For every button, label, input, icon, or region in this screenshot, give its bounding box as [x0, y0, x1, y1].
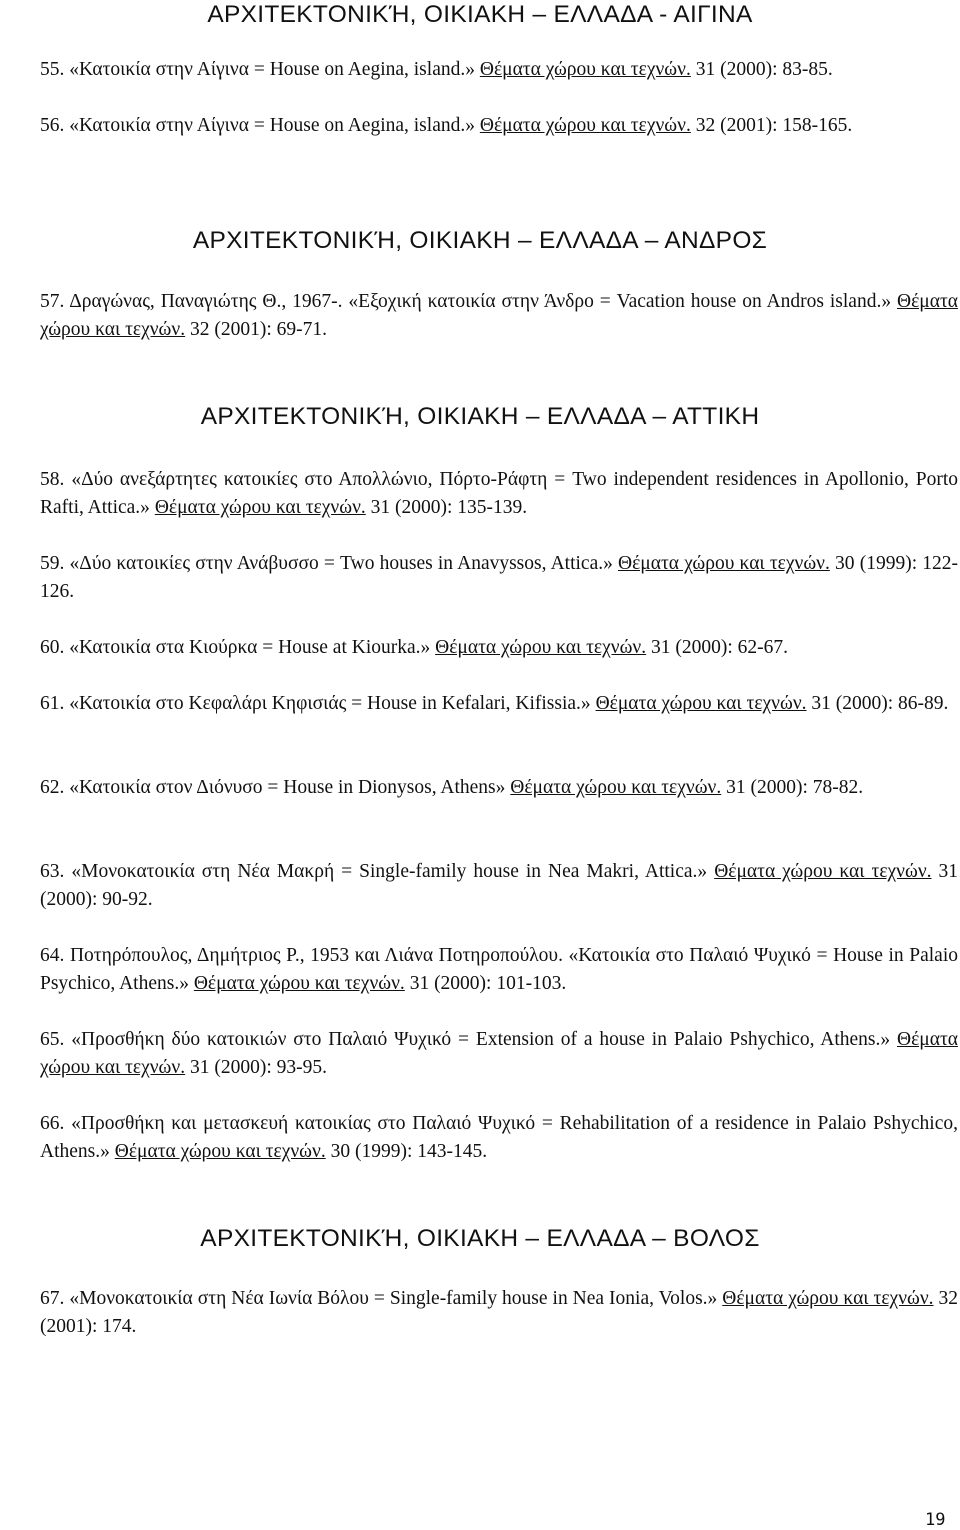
- bibliography-entry-67: [40, 1285, 958, 1341]
- journal-title: Θέματα χώρου και τεχνών.: [114, 1141, 326, 1162]
- entry-citation: 32 (2001): 158-165.: [695, 115, 853, 136]
- entry-number: 56.: [40, 115, 65, 136]
- entry-number: 58.: [40, 469, 65, 490]
- entry-citation: 31 (2000): 62-67.: [651, 637, 789, 658]
- entry-text: «Προσθήκη και μετασκευή κατοικίας στο Παλαιό Ψυχικό = Rehabilitation of a residence in Palaio Pshychico, Athens.»: [40, 1113, 958, 1162]
- bibliography-entry-60: [40, 634, 958, 662]
- entry-citation: 30 (1999): 143-145.: [330, 1141, 488, 1162]
- journal-title: Θέματα χώρου και τεχνών.: [193, 973, 405, 994]
- journal-title: Θέματα χώρου και τεχνών.: [479, 115, 691, 136]
- bibliography-entry-64: [40, 942, 958, 998]
- bibliography-entry-65: [40, 1026, 958, 1082]
- journal-title: Θέματα χώρου και τεχνών.: [595, 693, 807, 714]
- entry-citation: 32 (2001): 69-71.: [189, 319, 327, 340]
- bibliography-entry-61: [40, 690, 958, 718]
- journal-title: Θέματα χώρου και τεχνών.: [479, 59, 691, 80]
- entry-number: 64.: [40, 945, 65, 966]
- entry-number: 57.: [40, 291, 65, 312]
- bibliography-entry-55: [40, 56, 958, 84]
- bibliography-entry-57: [40, 288, 958, 344]
- entry-number: 63.: [40, 861, 65, 882]
- journal-title: Θέματα χώρου και τεχνών.: [722, 1288, 934, 1309]
- entry-number: 55.: [40, 59, 65, 80]
- journal-title: Θέματα χώρου και τεχνών.: [618, 553, 830, 574]
- section-heading-attiki: ΑΡΧΙΤΕΚΤΟΝΙΚΉ, ΟΙΚΙΑΚΗ – ΕΛΛΑΔΑ – ΑΤΤΙΚΗ: [200, 403, 760, 430]
- entry-text: «Κατοικία στην Αίγινα = House on Aegina, island.»: [69, 59, 475, 80]
- section-heading-andros: ΑΡΧΙΤΕΚΤΟΝΙΚΉ, ΟΙΚΙΑΚΗ – ΕΛΛΑΔΑ – ΑΝΔΡΟΣ: [192, 227, 768, 254]
- entry-citation: 31 (2000): 101-103.: [409, 973, 567, 994]
- section-heading-aegina: ΑΡΧΙΤΕΚΤΟΝΙΚΉ, ΟΙΚΙΑΚΗ – ΕΛΛΑΔΑ - ΑΙΓΙΝΑ: [207, 1, 753, 28]
- journal-title: Θέματα χώρου και τεχνών.: [510, 777, 722, 798]
- entry-text: «Δύο κατοικίες στην Ανάβυσσο = Two houses in Anavyssos, Attica.»: [69, 553, 613, 574]
- entry-citation: 30 (1999): 122-126.: [40, 553, 959, 602]
- section-heading-volos: ΑΡΧΙΤΕΚΤΟΝΙΚΉ, ΟΙΚΙΑΚΗ – ΕΛΛΑΔΑ – ΒΟΛΟΣ: [200, 1225, 760, 1252]
- entry-text: «Κατοικία στα Κιούρκα = House at Kiourka.»: [69, 637, 431, 658]
- entry-citation: 32 (2001): 174.: [40, 1288, 959, 1337]
- entry-text: «Κατοικία στην Αίγινα = House on Aegina, island.»: [69, 115, 475, 136]
- entry-text: «Δύο ανεξάρτητες κατοικίες στο Απολλώνιο, Πόρτο-Ράφτη = Two independent residences in Apollonio, Porto Rafti, Attica.»: [40, 469, 959, 518]
- entry-citation: 31 (2000): 90-92.: [40, 861, 959, 910]
- entry-number: 67.: [40, 1288, 65, 1309]
- entry-number: 60.: [40, 637, 65, 658]
- page-number: 19: [925, 1510, 946, 1530]
- journal-title: Θέματα χώρου και τεχνών.: [154, 497, 366, 518]
- journal-title: Θέματα χώρου και τεχνών.: [40, 1029, 959, 1078]
- entry-number: 62.: [40, 777, 65, 798]
- journal-title: Θέματα χώρου και τεχνών.: [435, 637, 647, 658]
- entry-text: «Κατοικία στο Κεφαλάρι Κηφισιάς = House in Kefalari, Kifissia.»: [69, 693, 591, 714]
- entry-text: Ποτηρόπουλος, Δημήτριος Ρ., 1953 και Λιάνα Ποτηροπούλου. «Κατοικία στο Παλαιό Ψυχικό = House in Palaio Psychico, Athens.»: [40, 945, 959, 994]
- entry-citation: 31 (2000): 93-95.: [189, 1057, 327, 1078]
- journal-title: Θέματα χώρου και τεχνών.: [40, 291, 958, 340]
- entry-text: «Μονοκατοικία στη Νέα Μακρή = Single-family house in Nea Makri, Attica.»: [71, 861, 708, 882]
- entry-number: 59.: [40, 553, 65, 574]
- entry-number: 66.: [40, 1113, 65, 1134]
- bibliography-entry-58: [40, 466, 958, 522]
- journal-title: Θέματα χώρου και τεχνών.: [714, 861, 932, 882]
- entry-number: 65.: [40, 1029, 65, 1050]
- bibliography-entry-63: [40, 858, 958, 914]
- entry-citation: 31 (2000): 135-139.: [370, 497, 528, 518]
- entry-text: Δραγώνας, Παναγιώτης Θ., 1967-. «Εξοχική κατοικία στην Άνδρο = Vacation house on Andros island.»: [69, 291, 892, 312]
- entry-number: 61.: [40, 693, 65, 714]
- bibliography-entry-66: [40, 1110, 958, 1166]
- bibliography-entry-62: [40, 774, 958, 802]
- entry-text: «Μονοκατοικία στη Νέα Ιωνία Βόλου = Single-family house in Nea Ionia, Volos.»: [69, 1288, 718, 1309]
- bibliography-entry-56: [40, 112, 958, 140]
- bibliography-entry-59: [40, 550, 958, 606]
- entry-citation: 31 (2000): 78-82.: [726, 777, 864, 798]
- entry-citation: 31 (2000): 83-85.: [695, 59, 833, 80]
- entry-text: «Κατοικία στον Διόνυσο = House in Dionysos, Athens»: [69, 777, 506, 798]
- entry-citation: 31 (2000): 86-89.: [811, 693, 949, 714]
- entry-text: «Προσθήκη δύο κατοικιών στο Παλαιό Ψυχικό = Extension of a house in Palaio Pshychico, Athens.»: [71, 1029, 891, 1050]
